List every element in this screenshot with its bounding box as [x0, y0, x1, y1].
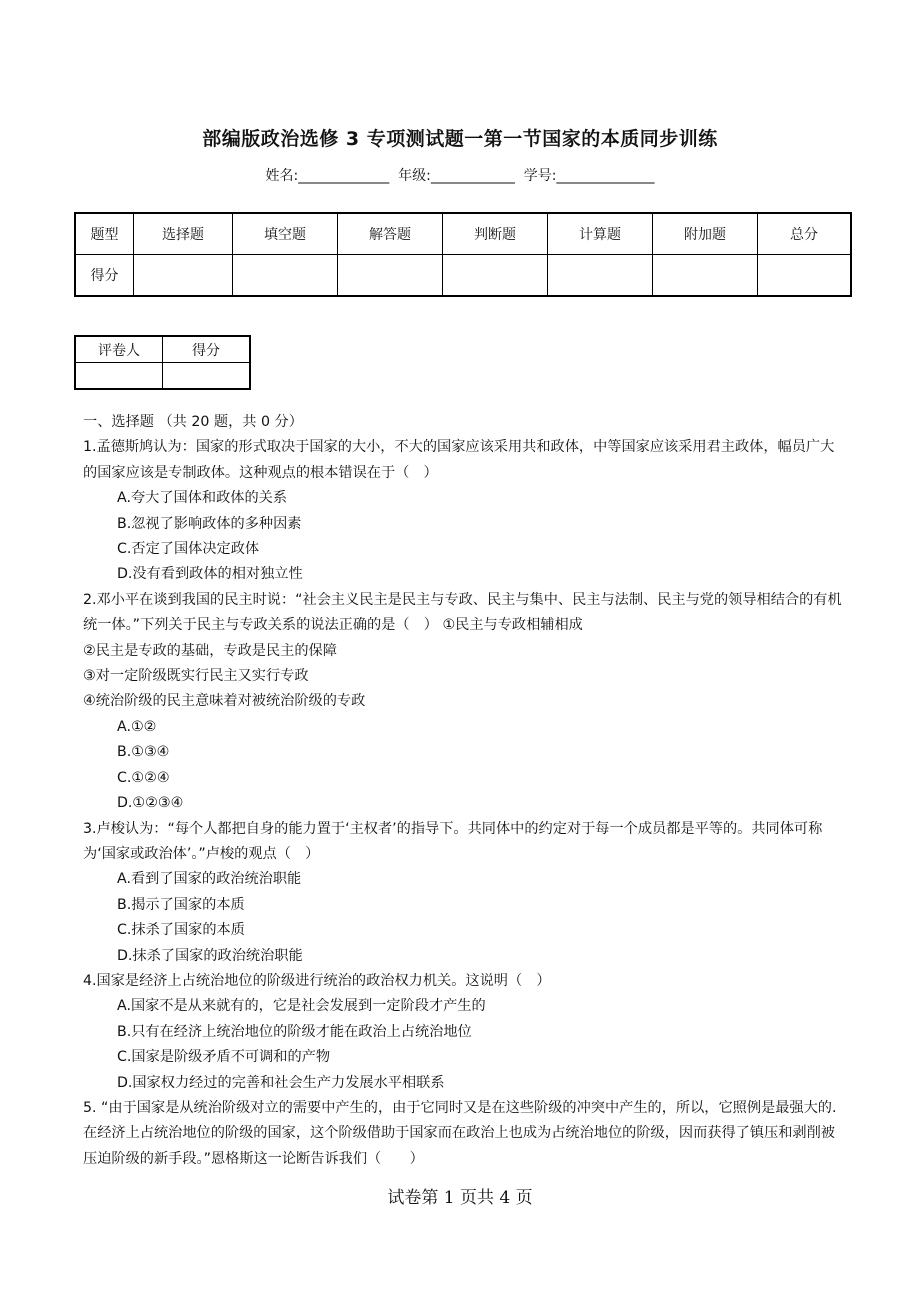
question-3-option-a[interactable]: A.看到了国家的政治统治职能	[117, 871, 302, 888]
grader-cell[interactable]	[163, 363, 251, 390]
question-2-statement: ③对一定阶级既实行民主又实行专政	[83, 668, 309, 685]
grader-table	[74, 335, 251, 390]
question-2-option-b[interactable]: B.①③④	[117, 744, 170, 761]
score-cell[interactable]	[134, 255, 233, 297]
grade-blank[interactable]: ____________	[430, 168, 515, 184]
score-cell[interactable]	[548, 255, 653, 297]
question-4-option-d[interactable]: D.国家权力经过的完善和社会生产力发展水平相联系	[117, 1074, 445, 1091]
question-1-option-d[interactable]: D.没有看到政体的相对独立性	[117, 566, 303, 583]
score-table	[74, 212, 852, 297]
page-title: 部编版政治选修 3 专项测试题一第一节国家的本质同步训练	[202, 128, 718, 150]
name-blank[interactable]: _____________	[298, 168, 390, 184]
grade-label: 年级:	[398, 168, 431, 184]
question-3-option-b[interactable]: B.揭示了国家的本质	[117, 896, 245, 913]
grader-cell[interactable]	[75, 363, 163, 390]
question-1-option-b[interactable]: B.忽视了影响政体的多种因素	[117, 515, 302, 532]
score-header-cell: 附加题	[653, 213, 758, 255]
question-2-statement: ④统治阶级的民主意味着对被统治阶级的专政	[83, 693, 366, 710]
grader-header-cell: 评卷人	[75, 336, 163, 363]
score-header-cell: 填空题	[233, 213, 338, 255]
grader-header-cell: 得分	[163, 336, 251, 363]
question-5-stem: 5. “由于国家是从统治阶级对立的需要中产生的，由于它同时又是在这些阶级的冲突中产生的，所以，它照例是最强大的.在经济上占统治地位的阶级的国家，这个阶级借助于国家而在政治上也成为占统治地位的阶级，因而获得了镇压和剥削被压迫阶级的新手段。”恩格斯这一论断告诉我们（ ）	[83, 1099, 837, 1167]
id-label: 学号:	[523, 168, 557, 184]
question-3-stem: 3.卢梭认为：“每个人都把自身的能力置于‘主权者’的指导下。共同体中的约定对于每一个成员都是平等的。共同体可称为‘国家或政治体’。”卢梭的观点（ ）	[83, 820, 823, 862]
question-1-stem: 1.孟德斯鸠认为：国家的形式取决于国家的大小，不大的国家应该采用共和政体，中等国家应该采用君主政体，幅员广大的国家应该是专制政体。这种观点的根本错误在于（ ）	[83, 439, 835, 481]
question-3-option-d[interactable]: D.抹杀了国家的政治统治职能	[117, 947, 303, 964]
score-header-cell: 题型	[75, 213, 134, 255]
score-header-cell: 判断题	[443, 213, 548, 255]
section-heading: 一、选择题 （共 20 题，共 0 分）	[83, 414, 303, 430]
student-info-line	[0, 165, 920, 185]
question-2-option-d[interactable]: D.①②③④	[117, 795, 184, 812]
score-header-cell: 解答题	[338, 213, 443, 255]
question-2-option-a[interactable]: A.①②	[117, 718, 157, 735]
question-1-option-c[interactable]: C.否定了国体决定政体	[117, 541, 260, 558]
question-3-option-c[interactable]: C.抹杀了国家的本质	[117, 922, 245, 939]
score-cell[interactable]	[443, 255, 548, 297]
score-cell[interactable]	[338, 255, 443, 297]
page-footer: 试卷第 1 页共 4 页	[387, 1188, 533, 1208]
name-label: 姓名:	[265, 168, 299, 184]
question-4-option-a[interactable]: A.国家不是从来就有的，它是社会发展到一定阶段才产生的	[117, 998, 486, 1015]
question-2-statement: ②民主是专政的基础，专政是民主的保障	[83, 642, 337, 659]
score-header-cell: 选择题	[134, 213, 233, 255]
score-cell[interactable]	[653, 255, 758, 297]
question-2-option-c[interactable]: C.①②④	[117, 769, 170, 786]
id-blank[interactable]: ______________	[556, 168, 655, 184]
question-4-option-c[interactable]: C.国家是阶级矛盾不可调和的产物	[117, 1049, 331, 1066]
score-table-header-row	[75, 213, 851, 255]
question-1-option-a[interactable]: A.夸大了国体和政体的关系	[117, 490, 288, 507]
question-4-stem: 4.国家是经济上占统治地位的阶级进行统治的政治权力机关。这说明（ ）	[83, 972, 551, 989]
score-row-label: 得分	[75, 255, 134, 297]
score-cell[interactable]	[233, 255, 338, 297]
question-section	[83, 410, 843, 1172]
score-header-cell: 计算题	[548, 213, 653, 255]
score-header-cell: 总分	[758, 213, 852, 255]
score-table-score-row	[75, 255, 851, 297]
question-4-option-b[interactable]: B.只有在经济上统治地位的阶级才能在政治上占统治地位	[117, 1023, 472, 1040]
score-cell[interactable]	[758, 255, 852, 297]
question-2-stem: 2.邓小平在谈到我国的民主时说：“社会主义民主是民主与专政、民主与集中、民主与法制、民主与党的领导相结合的有机统一体。”下列关于民主与专政关系的说法正确的是（ ） ①民主与专政相辅相成	[83, 591, 842, 634]
